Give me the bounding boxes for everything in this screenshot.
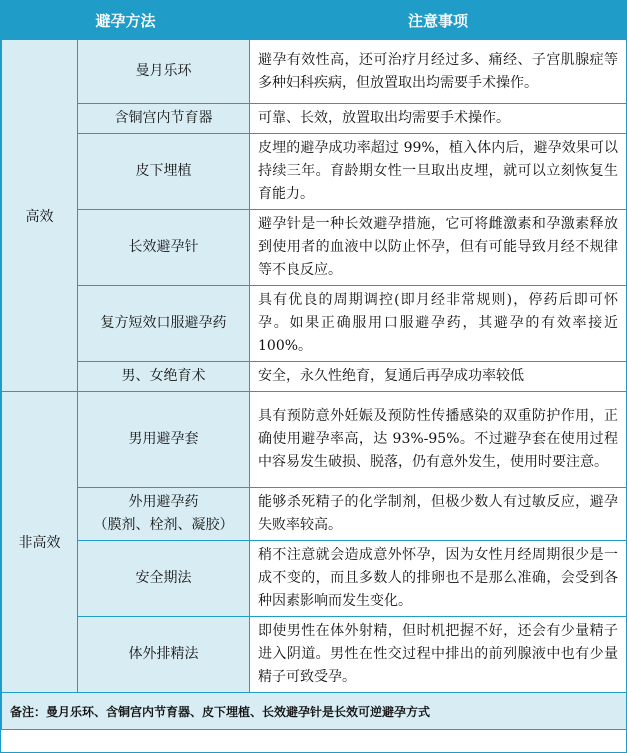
note-cell: 即使男性在体外射精，但时机把握不好，还会有少量精子进入阴道。男性在性交过程中排出的前列腺液中也有少量精子可致受孕。: [250, 617, 627, 693]
method-cell: [78, 210, 250, 286]
contraception-table: [1, 1, 627, 730]
method-cell: [78, 617, 250, 693]
table-row: [2, 392, 627, 488]
table-row: [2, 541, 627, 617]
method-cell: [78, 104, 250, 134]
note-cell: 具有预防意外妊娠及预防性传播感染的双重防护作用，正确使用避孕率高，达 93%-95%。不过避孕套在使用过程中容易发生破损、脱落，仍有意外发生，使用时要注意。: [250, 392, 627, 488]
method-name: 安全期法: [135, 570, 192, 586]
footer-note: 备注：曼月乐环、含铜宫内节育器、皮下埋植、长效避孕针是长效可逆避孕方式: [2, 693, 627, 730]
method-name: 皮下埋植: [135, 163, 192, 179]
footer-row: [2, 693, 627, 730]
method-name: 曼月乐环: [135, 63, 192, 79]
note-cell: 避孕有效性高，还可治疗月经过多、痛经、子宫肌腺症等多种妇科疾病，但放置取出均需要手术操作。: [250, 40, 627, 104]
table-row: [2, 362, 627, 392]
table-header-row: [2, 2, 627, 40]
note-cell: 避孕针是一种长效避孕措施，它可将雌激素和孕激素释放到使用者的血液中以防止怀孕，但有可能导致月经不规律等不良反应。: [250, 210, 627, 286]
table-row: [2, 134, 627, 210]
method-cell: [78, 392, 250, 488]
method-cell: [78, 286, 250, 362]
category-cell: 高效: [2, 40, 78, 392]
table-body: [2, 40, 627, 693]
method-cell: [78, 40, 250, 104]
table-row: [2, 617, 627, 693]
method-name: （膜剂、栓剂、凝胶）: [93, 517, 234, 533]
method-cell: [78, 541, 250, 617]
method-cell: [78, 362, 250, 392]
header-notes: 注意事项: [250, 2, 627, 40]
method-name: 男用避孕套: [128, 431, 199, 447]
table-row: [2, 104, 627, 134]
note-cell: 可靠、长效，放置取出均需要手术操作。: [250, 104, 627, 134]
method-name: 外用避孕药: [128, 494, 199, 510]
method-name: 体外排精法: [128, 646, 199, 662]
note-cell: 皮埋的避孕成功率超过 99%，植入体内后，避孕效果可以持续三年。育龄期女性一旦取出皮埋，就可以立刻恢复生育能力。: [250, 134, 627, 210]
method-name: 复方短效口服避孕药: [100, 315, 227, 331]
category-cell: 非高效: [2, 392, 78, 693]
note-cell: 能够杀死精子的化学制剂，但极少数人有过敏反应，避孕失败率较高。: [250, 488, 627, 541]
table-row: [2, 210, 627, 286]
method-cell: [78, 134, 250, 210]
method-cell: [78, 488, 250, 541]
note-cell: 具有优良的周期调控(即月经非常规则)，停药后即可怀孕。如果正确服用口服避孕药，其避孕的有效率接近 100%。: [250, 286, 627, 362]
table-row: [2, 286, 627, 362]
method-name: 长效避孕针: [128, 239, 199, 255]
table-row: [2, 488, 627, 541]
note-cell: 安全，永久性绝育，复通后再孕成功率较低: [250, 362, 627, 392]
table-row: [2, 40, 627, 104]
note-cell: 稍不注意就会造成意外怀孕，因为女性月经周期很少是一成不变的，而且多数人的排卵也不是那么准确，会受到各种因素影响而发生变化。: [250, 541, 627, 617]
method-name: 含铜宫内节育器: [114, 110, 213, 126]
method-name: 男、女绝育术: [121, 368, 206, 384]
header-method: 避孕方法: [2, 2, 250, 40]
